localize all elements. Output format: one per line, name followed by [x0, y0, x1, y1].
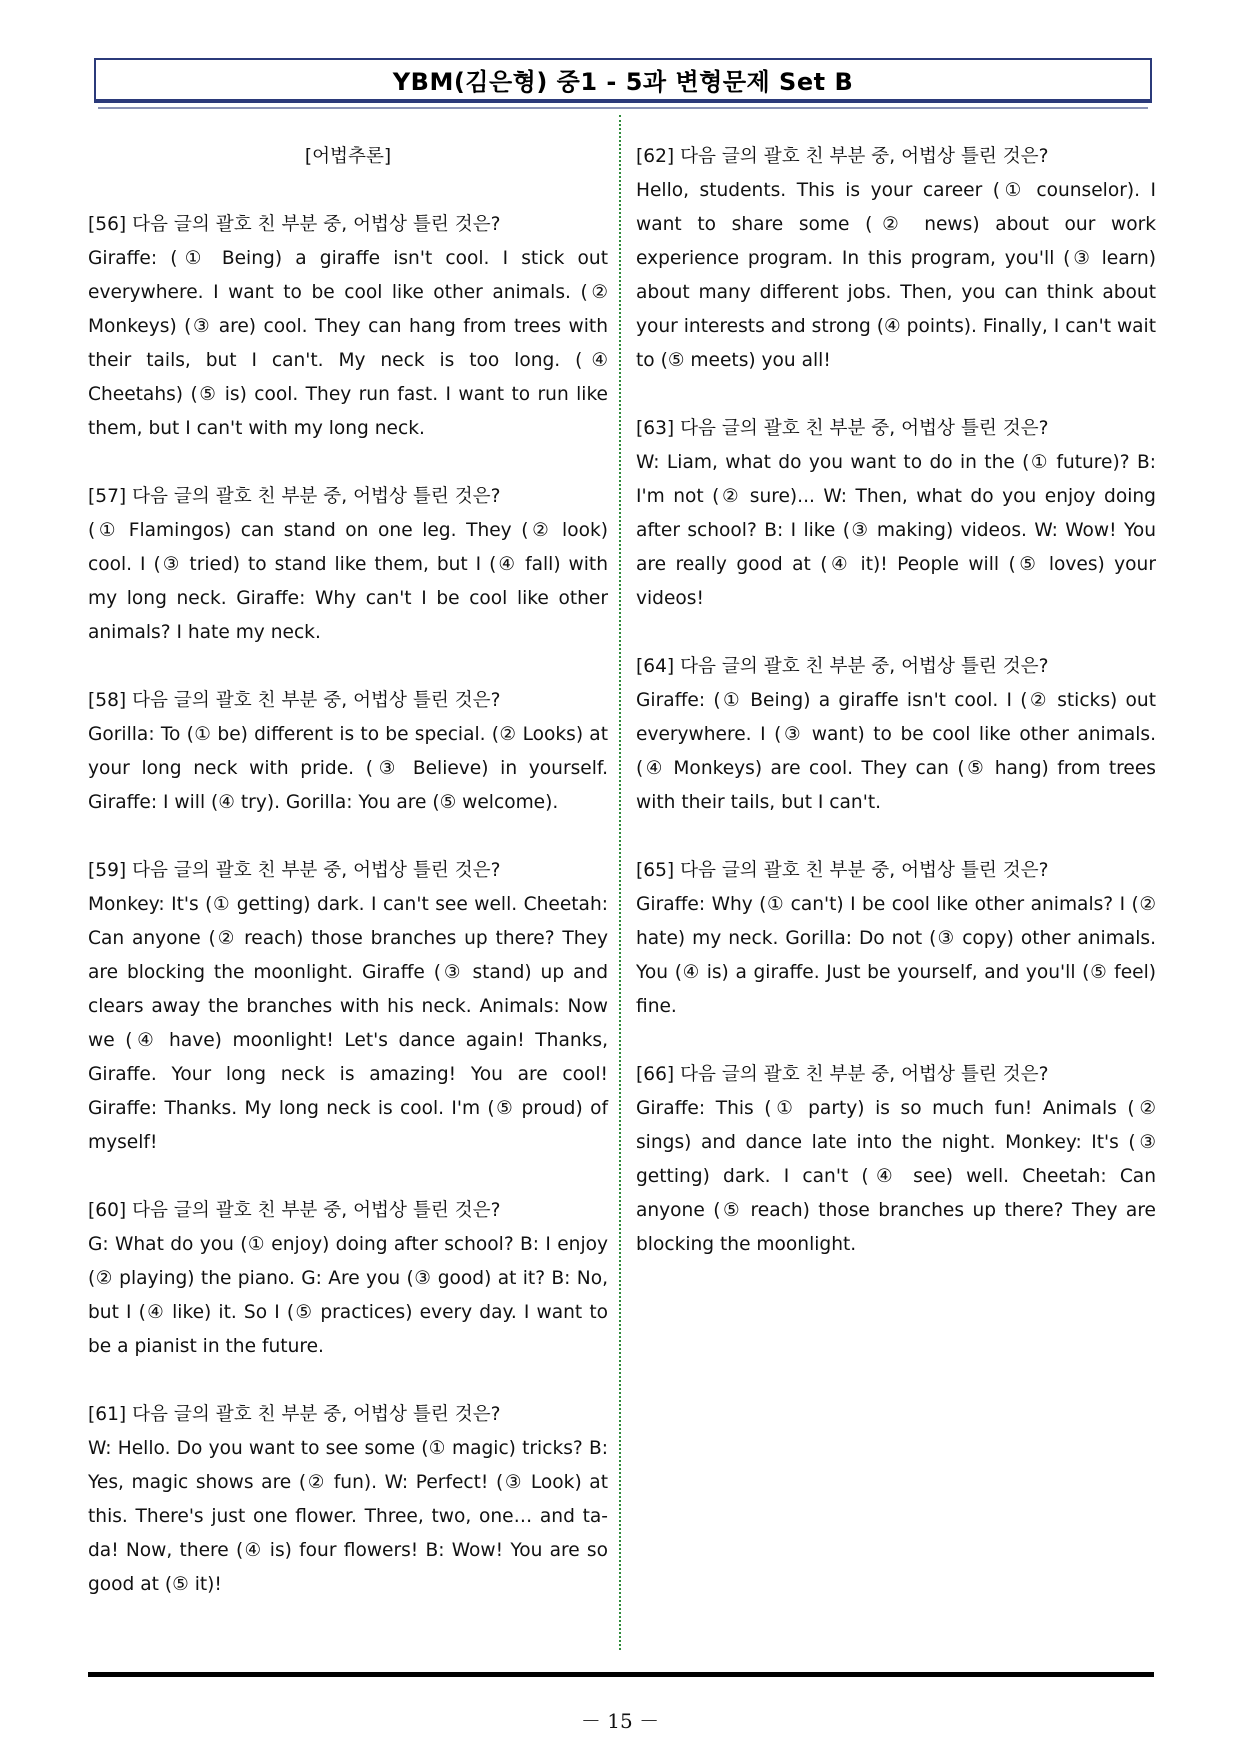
header-title-box	[94, 58, 1152, 103]
question-passage: G: What do you (① enjoy) doing after school? B: I enjoy (② playing) the piano. G: Are you (③ good) at it? B: No, but I (④ like) it. So I (⑤ practices) every day. I want to be a pianist in the future.	[88, 1234, 608, 1357]
question-62	[636, 140, 1156, 378]
question-heading: [61] 다음 글의 괄호 친 부분 중, 어법상 틀린 것은?	[88, 1404, 501, 1425]
question-64	[636, 650, 1156, 820]
question-heading: [57] 다음 글의 괄호 친 부분 중, 어법상 틀린 것은?	[88, 486, 501, 507]
question-passage: Monkey: It's (① getting) dark. I can't see well. Cheetah: Can anyone (② reach) those branches up there? They are blocking the moonlight. Giraffe (③ stand) up and clears away the branches with his neck. Animals: Now we (④ have) moonlight! Let's dance again! Thanks, Giraffe. Your long neck is amazing! You are cool! Giraffe: Thanks. My long neck is cool. I'm (⑤ proud) of myself!	[88, 894, 608, 1153]
question-passage: W: Hello. Do you want to see some (① magic) tricks? B: Yes, magic shows are (② fun). W: Perfect! (③ Look) at this. There's just one flower. Three, two, one… and ta-da! Now, there (④ is) four flowers! B: Wow! You are so good at (⑤ it)!	[88, 1438, 608, 1595]
question-passage: W: Liam, what do you want to do in the (① future)? B: I'm not (② sure)... W: Then, what do you enjoy doing after school? B: I like (③ making) videos. W: Wow! You are really good at (④ it)! People will (⑤ loves) your videos!	[636, 452, 1156, 609]
question-heading: [60] 다음 글의 괄호 친 부분 중, 어법상 틀린 것은?	[88, 1200, 501, 1221]
question-57	[88, 480, 608, 650]
question-heading: [56] 다음 글의 괄호 친 부분 중, 어법상 틀린 것은?	[88, 214, 501, 235]
question-59	[88, 854, 608, 1160]
question-heading: [58] 다음 글의 괄호 친 부분 중, 어법상 틀린 것은?	[88, 690, 501, 711]
column-divider	[619, 115, 621, 1650]
question-heading: [63] 다음 글의 괄호 친 부분 중, 어법상 틀린 것은?	[636, 418, 1049, 439]
question-passage: Giraffe: (① Being) a giraffe isn't cool. I (② sticks) out everywhere. I (③ want) to be cool like other animals. (④ Monkeys) are cool. They can (⑤ hang) from trees with their tails, but I can't.	[636, 690, 1156, 813]
page-title: YBM(김은형) 중1 - 5과 변형문제 Set B	[392, 68, 854, 96]
question-heading: [66] 다음 글의 괄호 친 부분 중, 어법상 틀린 것은?	[636, 1064, 1049, 1085]
question-passage: Giraffe: (① Being) a giraffe isn't cool. I stick out everywhere. I want to be cool like other animals. (② Monkeys) (③ are) cool. They can hang from trees with their tails, but I can't. My neck is too long. (④ Cheetahs) (⑤ is) cool. They run fast. I want to run like them, but I can't with my long neck.	[88, 248, 608, 439]
question-60	[88, 1194, 608, 1364]
question-passage: Gorilla: To (① be) different is to be special. (② Looks) at your long neck with pride. (③ Believe) in yourself. Giraffe: I will (④ try). Gorilla: You are (⑤ welcome).	[88, 724, 608, 813]
question-65	[636, 854, 1156, 1024]
page-number: － 15 －	[580, 1709, 660, 1733]
question-heading: [62] 다음 글의 괄호 친 부분 중, 어법상 틀린 것은?	[636, 146, 1049, 167]
section-label: [어법추론]	[304, 146, 392, 167]
question-heading: [59] 다음 글의 괄호 친 부분 중, 어법상 틀린 것은?	[88, 860, 501, 881]
question-passage: Hello, students. This is your career (① counselor). I want to share some (② news) about our work experience program. In this program, you'll (③ learn) about many different jobs. Then, you can think about your interests and strong (④ points). Finally, I can't wait to (⑤ meets) you all!	[636, 180, 1156, 371]
question-63	[636, 412, 1156, 616]
question-58	[88, 684, 608, 820]
question-passage: Giraffe: This (① party) is so much fun! Animals (② sings) and dance late into the night. Monkey: It's (③ getting) dark. I can't (④ see) well. Cheetah: Can anyone (⑤ reach) those branches up there? They are blocking the moonlight.	[636, 1098, 1156, 1255]
question-heading: [64] 다음 글의 괄호 친 부분 중, 어법상 틀린 것은?	[636, 656, 1049, 677]
question-66	[636, 1058, 1156, 1262]
right-column	[636, 140, 1156, 1296]
footer-rule	[88, 1672, 1154, 1677]
question-passage: (① Flamingos) can stand on one leg. They (② look) cool. I (③ tried) to stand like them, but I (④ fall) with my long neck. Giraffe: Why can't I be cool like other animals? I hate my neck.	[88, 520, 608, 643]
question-passage: Giraffe: Why (① can't) I be cool like other animals? I (② hate) my neck. Gorilla: Do not (③ copy) other animals. You (④ is) a giraffe. Just be yourself, and you'll (⑤ feel) fine.	[636, 894, 1156, 1017]
question-61	[88, 1398, 608, 1602]
left-column	[88, 140, 608, 1636]
question-56	[88, 208, 608, 446]
question-heading: [65] 다음 글의 괄호 친 부분 중, 어법상 틀린 것은?	[636, 860, 1049, 881]
